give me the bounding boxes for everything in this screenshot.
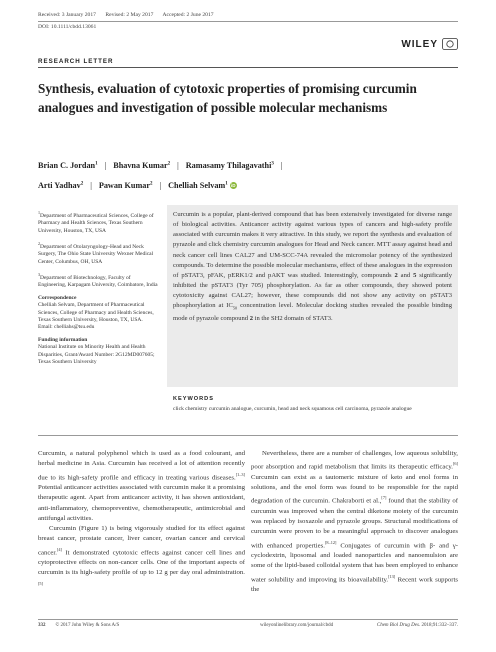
author[interactable]: Brian C. Jordan$^1$ — [38, 160, 98, 170]
author[interactable]: Arti Yadhav$^2$ — [38, 181, 84, 191]
article-info-sidebar — [38, 209, 158, 371]
journal-citation: Chem Biol Drug Des. 2018;91:332–337. — [376, 623, 458, 628]
keywords-heading: KEYWORDS — [173, 396, 214, 402]
paragraph: Nevertheless, there are a number of challenges, low aqueous solubility, poor absorption and rapid metabolism that limits its therapeutic efficacy.[6] Curcumin can exist as a tautomeric mixture of keto and enol forms in solutions, and the enol form was found to be responsible for the rapid degradation of the curcumin. Chakraborti et al.,[7] found that the stability of curcumin was improved when the central diketone moiety of the curcumin was replaced by isoxazole and pyrazole groups. Structural modifications of curcumin were proven to be a meaningful approach to discover analogues with enhanced properties.[8–12] Conjugates of curcumin with β- and γ-cyclodextrin, liposomal and loaded nanoparticles and nanoemulsion are some of the lipid-based colloidal system that has been employed to enhance water solubility and improving its bioavailability.[13] Recent work supports the — [251, 450, 458, 593]
orcid-icon[interactable]: iD — [230, 183, 236, 189]
author[interactable]: Ramasamy Thilagavathi$^3$ — [185, 160, 274, 170]
revised-date: Revised: 2 May 2017 — [105, 12, 154, 18]
keywords-text: click chemistry curcumin analogue, curcumin, head and neck squamous cell carcinoma, pyrazole analogue — [173, 406, 412, 412]
abstract-box: Curcumin is a popular, plant-derived compound that has been extensively investigated for diverse range of biological activities. Anticancer activity against various types of cancers and high-safety profile associated with curcumin makes it very attractive. In this study, we report the synthesis and evaluation of pyrazole and click chemistry curcumin analogues for Head and Neck cancer. MTT assay against head and neck cancer cell lines CAL27 and UM-SCC-74A revealed the micromolar potency of the synthesized compounds. To determine the possible molecular mechanisms, effect of these analogues in the expression of pSTAT3, pFAK, pERK1/2 and pAKT was studied. Interestingly, compounds 2 and 5 significantly inhibited the pSTAT3 (Tyr 705) phosphorylation. As far as other compounds, they showed potent cytotoxicity against CAL27; however, these compounds did not show any activity on pSTAT3 phosphorylation at $IC_{50}$ concentration level. Molecular docking studies revealed the possible binding mode of pyrazole compound 2 in the SH2 domain of STAT3. — [167, 205, 458, 387]
funding-heading: Funding information — [38, 336, 88, 343]
publisher-name: WILEY — [401, 38, 438, 50]
publisher-seal-icon — [442, 38, 458, 50]
doi[interactable]: DOI: 10.1111/cbdd.13061 — [38, 24, 97, 30]
copyright: © 2017 John Wiley & Sons A/S — [55, 623, 120, 628]
divider — [38, 67, 458, 68]
article-type: RESEARCH LETTER — [38, 58, 114, 65]
correspondence-text: Chelliah Selvam, Department of Pharmaceutical Sciences, College of Pharmacy and Health Sciences, Texas Southern University, Houston, TX, USA. Email: chelliahs@tsu.edu — [38, 302, 154, 331]
page-footer — [38, 619, 458, 628]
paragraph: Curcumin (Figure 1) is being vigorously studied for its effect against breast cancer, prostate cancer, liver cancer, ovarian cancer and cervical cancer.[4] It demonstrated cytotoxic effects against cancer cell lines and cytoprotective effects on non-cancer cells. One of the important aspects of curcumin is its high-safety profile of up to 12 g per day oral administration.[5] — [38, 525, 245, 586]
body-column-left — [38, 449, 245, 592]
publisher-logo — [401, 38, 458, 50]
body-column-right — [251, 449, 458, 595]
affiliation: $^3$Department of Biotechnology, Faculty of Engineering, Karpagam University, Coimbatore, India — [38, 272, 158, 289]
author[interactable]: Pawan Kumar$^2$ — [98, 181, 153, 191]
received-date: Received: 3 January 2017 — [38, 12, 96, 18]
divider — [38, 435, 458, 436]
affiliation: $^2$Department of Otolaryngology-Head and Neck Surgery, The Ohio State University Wexner Medical Center, Columbus, OH, USA — [38, 241, 154, 265]
paragraph: Curcumin, a natural polyphenol which is used as a food colourant, and herbal medicine in Asia. Curcumin has received a lot of attention recently due to its high-safety profile and efficacy in treating various diseases.[1–3] Potential anticancer activities associated with curcumin make it a promising therapeutic agent. Apart from anticancer activity, it has shown antioxidant, anti-inflammatory, chemopreventive, chemotherapeutic, antimicrobial and antifungal activities. — [38, 450, 245, 522]
article-dates — [38, 12, 458, 22]
article-title: Synthesis, evaluation of cytotoxic properties of promising curcumin analogues and investigation of possible molecular mechanisms — [38, 81, 417, 115]
accepted-date: Accepted: 2 June 2017 — [162, 12, 214, 18]
affiliation: $^1$Department of Pharmaceutical Sciences, College of Pharmacy and Health Sciences, Texas Southern University, Houston, TX, USA — [38, 210, 154, 234]
correspondence-heading: Correspondence — [38, 294, 77, 301]
author[interactable]: Chelliah Selvam$^1$ — [168, 181, 228, 191]
author-list: Brian C. Jordan$^1$ | Bhavna Kumar$^2$ | Ramasamy Thilagavathi$^3$ | Arti Yadhav$^2$ | Pawan Kumar$^2$ | Chelliah Selvam$^1$ iD — [38, 160, 283, 191]
page-number: 332 — [38, 623, 46, 628]
author[interactable]: Bhavna Kumar$^2$ — [113, 160, 171, 170]
funding-text: National Institute on Minority Health and Health Disparities, Grant/Award Number: 2G12MD007605; Texas Southern University — [38, 344, 155, 365]
journal-url[interactable]: wileyonlinelibrary.com/journal/cbdd — [259, 623, 334, 628]
